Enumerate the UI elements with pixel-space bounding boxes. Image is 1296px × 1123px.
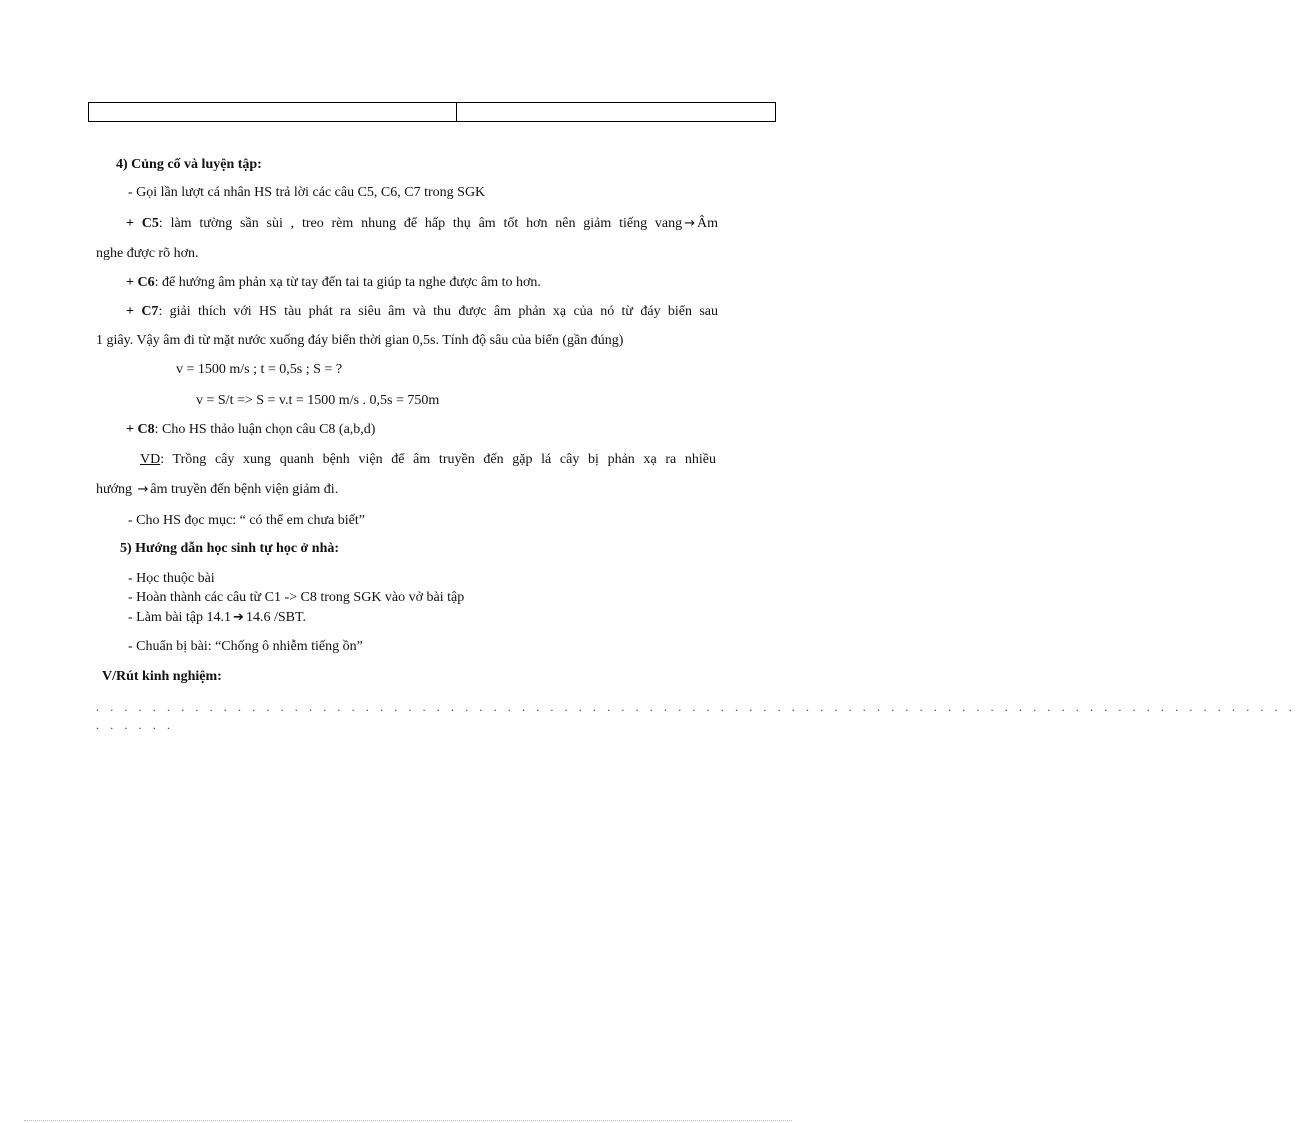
c5-label: + C5 bbox=[126, 216, 159, 231]
vd-cont-start: hướng bbox=[96, 482, 132, 497]
section-5-title: 5) Hướng dẫn học sinh tự học ở nhà: bbox=[120, 541, 340, 556]
c5-tail: Âm bbox=[697, 216, 718, 231]
section-6-title: V/Rút kinh nghiệm: bbox=[102, 669, 222, 684]
formula-given: v = 1500 m/s ; t = 0,5s ; S = ? bbox=[176, 362, 343, 377]
vd-text: : Trồng cây xung quanh bệnh viện để âm truyền đến gặp lá cây bị phản xạ ra nhiều bbox=[160, 452, 716, 467]
reading-instruction: - Cho HS đọc mục: “ có thể em chưa biết” bbox=[128, 513, 365, 528]
vd-paragraph bbox=[140, 451, 716, 469]
c8-label: + C8 bbox=[126, 422, 155, 437]
c6-text: : để hướng âm phản xạ từ tay đến tai ta giúp ta nghe được âm to hơn. bbox=[154, 275, 541, 290]
formula-solution: v = S/t => S = v.t = 1500 m/s . 0,5s = 750m bbox=[196, 393, 440, 408]
top-table bbox=[88, 102, 776, 122]
bold-arrow-right-icon: ➔ bbox=[233, 610, 244, 625]
table-cell-left bbox=[89, 103, 457, 121]
homework-item-1: - Học thuộc bài bbox=[128, 571, 215, 586]
vd-continuation bbox=[96, 481, 338, 499]
c5-continuation: nghe được rõ hơn. bbox=[96, 246, 199, 261]
homework-item-3-end: 14.6 /SBT. bbox=[245, 610, 306, 625]
homework-item-2: - Hoàn thành các câu từ C1 -> C8 trong SGK vào vở bài tập bbox=[128, 590, 465, 605]
c7-text: : giải thích với HS tàu phát ra siêu âm và thu được âm phản xạ của nó từ đáy biển sau bbox=[158, 304, 719, 319]
c7-paragraph bbox=[126, 303, 718, 321]
homework-item-3-start: - Làm bài tập 14.1 bbox=[128, 610, 232, 625]
c7-label: + C7 bbox=[126, 304, 159, 319]
vd-cont-end: âm truyền đến bệnh viện giảm đi. bbox=[150, 482, 339, 497]
section-4-intro: - Gọi lần lượt cá nhân HS trả lời các câu C5, C6, C7 trong SGK bbox=[128, 185, 486, 200]
arrow-right-icon: → bbox=[684, 216, 695, 231]
c6-paragraph bbox=[126, 274, 541, 292]
dotted-line-2: . . . . . . bbox=[96, 718, 175, 732]
c8-paragraph bbox=[126, 421, 375, 439]
c7-continuation: 1 giây. Vậy âm đi từ mặt nước xuống đáy biển thời gian 0,5s. Tính độ sâu của biển (gần đúng) bbox=[96, 333, 624, 348]
arrow-right-icon: → bbox=[137, 482, 149, 497]
c5-paragraph bbox=[126, 215, 718, 233]
c8-text: : Cho HS thảo luận chọn câu C8 (a,b,d) bbox=[154, 422, 376, 437]
c6-label: + C6 bbox=[126, 275, 155, 290]
vd-label: VD bbox=[140, 452, 161, 467]
homework-item-4: - Chuẩn bị bài: “Chống ô nhiễm tiếng ồn” bbox=[128, 639, 363, 654]
section-4-title: 4) Củng cố và luyện tập: bbox=[116, 157, 262, 172]
dotted-line-1: . . . . . . . . . . . . . . . . . . . . . . . . . . . . . . . . . . . . . . . . . . . . . . . . . . . . . . . . . . . . . . . . . . . . . . . . . . . . . . . . . . . . . bbox=[96, 700, 1296, 714]
c5-text: : làm tường sần sùi , treo rèm nhung để hấp thụ âm tốt hơn nên giảm tiếng vang bbox=[158, 216, 683, 231]
homework-item-3 bbox=[128, 609, 306, 627]
page-bottom-rule bbox=[24, 1120, 792, 1121]
table-cell-right bbox=[457, 103, 775, 121]
